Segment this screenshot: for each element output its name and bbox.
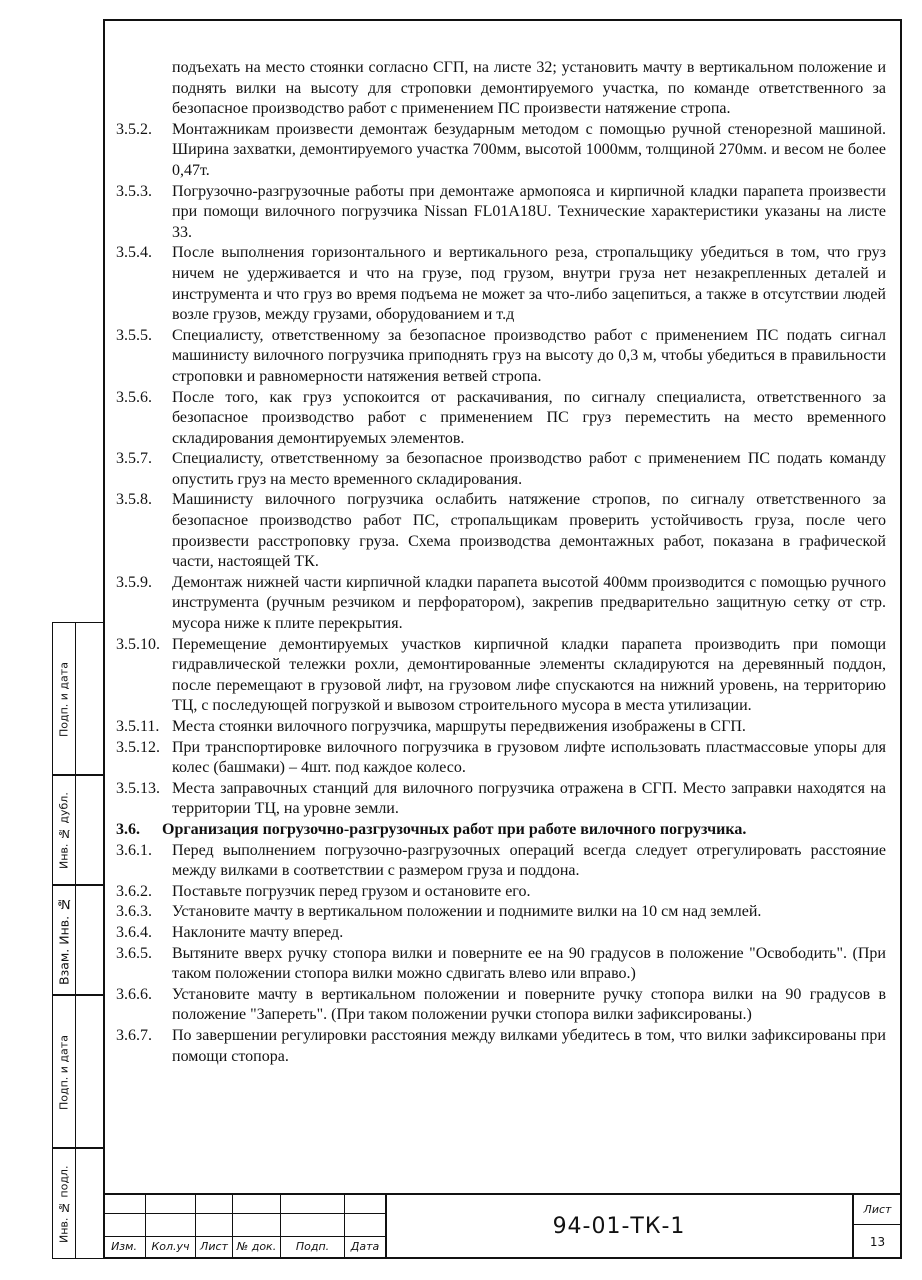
item-text: Места стоянки вилочного погрузчика, маршруты передвижения изображены в СГП. xyxy=(172,718,746,735)
list-item xyxy=(116,182,886,244)
item-text: После того, как груз успокоится от раскачивания, по сигналу специалиста, ответственного за безопасное производство работ с применением ПС груз переместить на место временного складирования демонтируемых элементов. xyxy=(172,388,886,447)
stamp-podp-data-2 xyxy=(52,995,103,1148)
item-text: Перемещение демонтируемых участков кирпичной кладки парапета производить при помощи гидравлической тележки рохли, демонтированные элементы складируются на деревянный поддон, после перемещают в грузовой лифт, на грузовом лифе спускаются на нижний уровень, на территорию ТЦ, с последующей погрузкой и вывозом строительного мусора в места утилизации. xyxy=(172,635,886,715)
item-text: По завершении регулировки расстояния между вилками убедитесь в том, что вилки зафиксированы при помощи стопора. xyxy=(172,1026,886,1065)
list-item xyxy=(116,717,886,738)
list-item xyxy=(116,841,886,882)
sheet-number: 13 xyxy=(869,1235,886,1249)
col-data: Дата xyxy=(350,1240,380,1253)
list-item xyxy=(116,388,886,450)
stamp-inv-dubl xyxy=(52,775,103,885)
section-number: 3.6. xyxy=(116,820,140,838)
list-item xyxy=(116,243,886,325)
paragraph-continuation: подъехать на место стоянки согласно СГП, на листе 32; установить мачту в вертикальном положение и поднять вилки на высоту для строповки демонтируемого участка, по команде ответственного за безопасное производство работ с применением ПС произвести натяжение стропа. xyxy=(172,59,886,118)
item-text: Монтажникам произвести демонтаж безударным методом с помощью ручной стенорезной машиной. Ширина захватки, демонтируемого участка 700мм, высотой 1000мм, толщиной 270мм. и весом не более 0,47т. xyxy=(172,120,886,179)
document-code: 94-01-ТК-1 xyxy=(552,1213,686,1239)
item-number: 3.5.7. xyxy=(116,450,152,468)
stamp-podp-data-1 xyxy=(52,622,103,775)
stamp-inv-podl xyxy=(52,1148,103,1259)
item-text: После выполнения горизонтального и вертикального реза, стропальщику убедиться в том, что груз ничем не удерживается и что на грузе, под грузом, внутри груза нет незакрепленных деталей и инструмента и что груз во время подъема не может за что-либо зацепиться, а также в отсутствии людей возле грузов, между грузами, оборудованием и т.д xyxy=(172,244,886,324)
item-number: 3.5.13. xyxy=(116,779,160,797)
item-text: При транспортировке вилочного погрузчика в грузовом лифте использовать пластмассовые упоры для колес (башмаки) – 4шт. под каждое колесо. xyxy=(172,738,886,777)
stamp-label: Подп. и дата xyxy=(57,1035,71,1110)
item-number: 3.5.5. xyxy=(116,326,152,344)
item-number: 3.5.11. xyxy=(116,718,160,735)
list-item xyxy=(116,882,886,903)
item-text: Установите мачту в вертикальном положении и поднимите вилки на 10 см над землей. xyxy=(172,903,762,921)
item-text: Погрузочно-разгрузочные работы при демонтаже армопояса и кирпичной кладки парапета произвести при помощи вилочного погрузчика Nissan FL01A18U. Технические характеристики указаны на листе 33. xyxy=(172,182,886,241)
stamp-vzam-inv xyxy=(52,885,103,995)
list-item xyxy=(116,573,886,635)
stamp-label: Взам. Инв. № xyxy=(56,896,72,986)
list-item xyxy=(116,449,886,490)
item-number: 3.6.2. xyxy=(116,882,152,900)
list-item xyxy=(116,779,886,820)
list-item xyxy=(116,985,886,1026)
item-text: Специалисту, ответственному за безопасное производство работ с применением ПС подать сигнал машинисту вилочного погрузчика приподнять груз на высоту до 0,3 м, чтобы убедиться в правильности строповки и равномерности натяжения ветвей стропа. xyxy=(172,326,886,385)
item-text: Демонтаж нижней части кирпичной кладки парапета высотой 400мм производится с помощью ручного инструмента (ручным резчиком и перфоратором), закрепив предварительно защитную сетку от стр. мусора ниже к плите перекрытия. xyxy=(172,573,886,633)
item-number: 3.6.7. xyxy=(116,1026,152,1044)
item-number: 3.5.3. xyxy=(116,182,152,200)
item-number: 3.6.4. xyxy=(116,923,152,941)
list-item xyxy=(116,635,886,717)
col-izm: Изм. xyxy=(111,1240,137,1253)
section-title: Организация погрузочно-разгрузочных работ при работе вилочного погрузчика. xyxy=(162,820,747,838)
list-item xyxy=(116,1026,886,1067)
item-number: 3.5.4. xyxy=(116,244,152,262)
col-ndok: № док. xyxy=(236,1240,277,1253)
item-number: 3.5.2. xyxy=(116,120,152,138)
stamp-label: Подп. и дата xyxy=(57,662,71,737)
item-number: 3.5.8. xyxy=(116,491,152,509)
section-heading xyxy=(116,820,886,841)
list-item xyxy=(116,326,886,388)
col-koluch: Кол.уч xyxy=(151,1240,190,1253)
item-text: Вытяните вверх ручку стопора вилки и поверните ее на 90 градусов в положение "Освободить". (При таком положении стопора вилки можно сдвигать влево или вправо.) xyxy=(172,944,886,983)
item-number: 3.5.12. xyxy=(116,738,160,756)
list-item xyxy=(116,738,886,779)
item-text: Перед выполнением погрузочно-разгрузочных операций всегда следует отрегулировать расстояние между вилками в соответствии с размером груза и поддона. xyxy=(172,841,886,880)
col-list: Лист xyxy=(200,1240,228,1253)
list-item xyxy=(116,490,886,572)
item-number: 3.5.6. xyxy=(116,388,152,406)
item-text: Установите мачту в вертикальном положении и поверните ручку стопора вилки на 90 градусов в положение "Запереть". (При таком положении ручки стопора вилки зафиксированы.) xyxy=(172,985,886,1024)
item-number: 3.6.5. xyxy=(116,944,152,962)
item-text: Машинисту вилочного погрузчика ослабить натяжение стропов, по сигналу ответственного за безопасное производство работ ПС, стропальщикам проверить устойчивость груза, после чего произвести расстроповку груза. Схема производства демонтажных работ, показана в графической части, настоящей ТК. xyxy=(172,491,886,571)
document-body xyxy=(116,58,886,1067)
sheet-label: Лист xyxy=(863,1203,892,1216)
col-podp: Подп. xyxy=(295,1240,330,1253)
list-item xyxy=(116,944,886,985)
stamp-label: Инв. № дубл. xyxy=(57,792,71,870)
stamp-label: Инв. № подл. xyxy=(57,1165,71,1244)
item-number: 3.6.1. xyxy=(116,841,152,859)
item-text: Специалисту, ответственному за безопасное производство работ с применением ПС подать команду опустить груз на место временного складирования. xyxy=(172,450,886,488)
item-text: Поставьте погрузчик перед грузом и остановите его. xyxy=(172,882,531,900)
item-text: Места заправочных станций для вилочного погрузчика отражена в СГП. Место заправки находятся на территории ТЦ, на уровне земли. xyxy=(172,779,886,818)
item-number: 3.5.10. xyxy=(116,635,160,653)
list-item xyxy=(116,923,886,944)
list-item xyxy=(116,902,886,923)
item-text: Наклоните мачту вперед. xyxy=(172,923,344,941)
item-number: 3.5.9. xyxy=(116,573,152,591)
list-item xyxy=(116,120,886,182)
item-number: 3.6.6. xyxy=(116,985,152,1003)
item-number: 3.6.3. xyxy=(116,903,152,921)
